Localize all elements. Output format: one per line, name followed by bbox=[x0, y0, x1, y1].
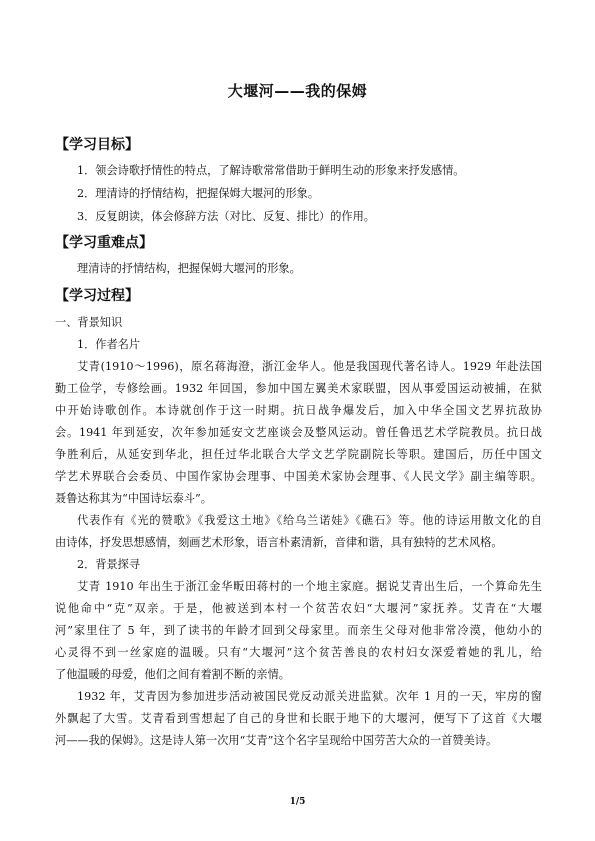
goal-item: 2．理清诗的抒情结构，把握保姆大堰河的形象。 bbox=[77, 187, 320, 200]
paragraph-line: 会。1941 年到延安，次年参加延安文艺座谈会及整风运动。曾任鲁迅艺术学院教员。抗日战 bbox=[55, 426, 542, 439]
paragraph-line: 学艺术界联合会委员、中国作家协会理事、中国美术家协会理事、《人民文学》副主编等职。 bbox=[55, 470, 542, 483]
paragraph-line: 艾青 1910 年出生于浙江金华畈田蒋村的一个地主家庭。据说艾青出生后，一个算命先生 bbox=[77, 580, 542, 593]
paragraph-line: 争胜利后，从延安到华北，担任过华北联合大学文艺学院副院长等职。建国后，历任中国文 bbox=[55, 448, 542, 461]
goals-heading: 【学习目标】 bbox=[55, 137, 139, 153]
paragraph-line: 勤工俭学，专修绘画。1932 年回国，参加中国左翼美术家联盟，因从事爱国运动被捕，在狱 bbox=[55, 382, 542, 395]
paragraph-line: 聂鲁达称其为“中国诗坛泰斗”。 bbox=[55, 492, 212, 505]
goal-item: 3．反复朗读，体会修辞方法（对比、反复、排比）的作用。 bbox=[77, 210, 375, 223]
paragraph-line: 艾青(1910～1996)，原名蒋海澄，浙江金华人。他是我国现代著名诗人。1929 年赴法国 bbox=[77, 360, 542, 373]
process-heading: 【学习过程】 bbox=[55, 288, 139, 304]
paragraph-line: 中开始诗歌创作。本诗就创作于这一时期。抗日战争爆发后，加入中华全国文艺界抗敌协 bbox=[55, 404, 542, 417]
paragraph-line: 河”家里住了 5 年，到了读书的年龄才回到父母家里。而亲生父母对他非常冷漠，他幼小的 bbox=[55, 624, 542, 637]
paragraph-line: 了他温暖的母爱，他们之间有着割不断的亲情。 bbox=[55, 668, 290, 681]
part-heading: 一、背景知识 bbox=[55, 316, 123, 329]
paragraph-line: 说他命中“克”双亲。于是，他被送到本村一个贫苦农妇“大堰河”家抚养。艾青在“大堰 bbox=[55, 602, 542, 615]
key-heading: 【学习重难点】 bbox=[55, 235, 153, 251]
subsection-heading: 1．作者名片 bbox=[77, 338, 141, 351]
paragraph-line: 由诗体，抒发思想感情，刻画艺术形象，语言朴素清新，音律和谐，具有独特的艺术风格。 bbox=[55, 536, 503, 549]
paragraph-line: 河——我的保姆》。这是诗人第一次用“艾青”这个名字呈现给中国劳苦大众的一首赞美诗。 bbox=[55, 734, 498, 747]
key-text: 理清诗的抒情结构，把握保姆大堰河的形象。 bbox=[77, 262, 301, 275]
page-number: 1/5 bbox=[289, 797, 306, 807]
paragraph-line: 代表作有《光的赞歌》《我爱这土地》《给乌兰诺娃》《礁石》等。他的诗运用散文化的自 bbox=[77, 514, 542, 527]
goal-item: 1．领会诗歌抒情性的特点，了解诗歌常常借助于鲜明生动的形象来抒发感情。 bbox=[77, 164, 465, 177]
paragraph-line: 外飘起了大雪。艾青看到雪想起了自己的身世和长眠于地下的大堰河，便写下了这首《大堰 bbox=[55, 712, 542, 725]
page-title: 大堰河——我的保姆 bbox=[227, 82, 368, 100]
paragraph-line: 1932 年，艾青因为参加进步活动被国民党反动派关进监狱。次年 1 月的一天，牢房的窗 bbox=[77, 690, 542, 703]
subsection-heading: 2．背景探寻 bbox=[77, 558, 141, 571]
paragraph-line: 心灵得不到一丝家庭的温暖。只有“大堰河”这个贫苦善良的农村妇女深爱着她的乳儿，给 bbox=[55, 646, 542, 659]
